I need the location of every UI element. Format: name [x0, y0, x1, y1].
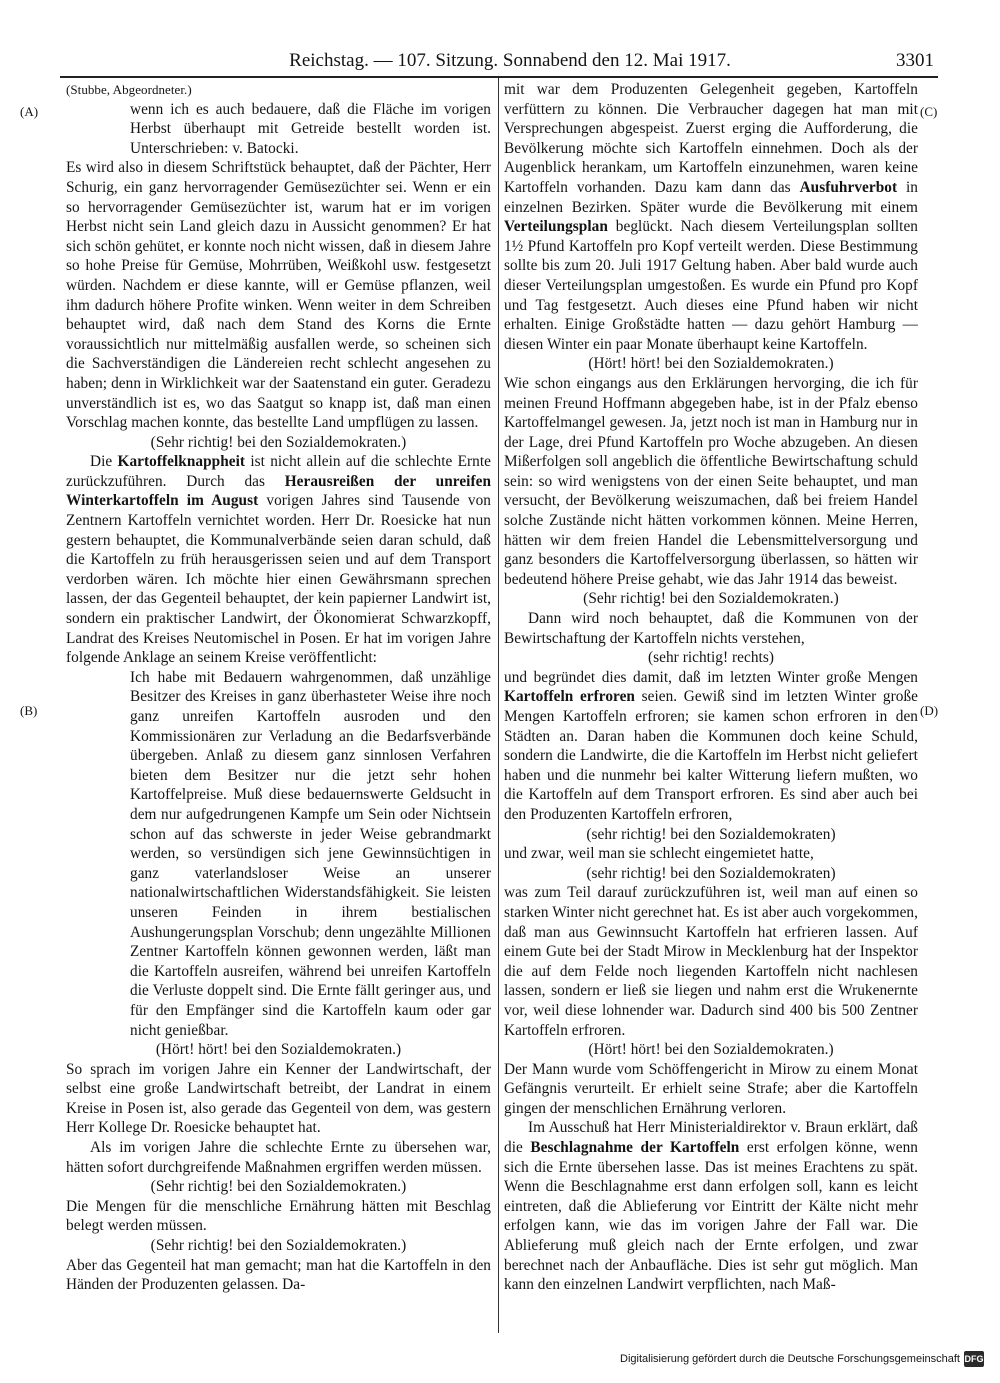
- margin-mark-c: (C): [920, 104, 938, 119]
- text-run: vorigen Jahres sind Tausende von Zentnern Kartoffeln vernichtet worden. Herr Dr. Roesicke hat nun gestern behauptet, die Kommunalverbände seien daran schuld, daß die Kartoffeln zu früh herausgerissen seien und auf dem Transport verdorben wären. Ich möchte hier einen Gewährsmann sprechen lassen, der das Gegenteil behauptet, der kein papierner Landwirt ist, sondern ein praktischer Landwirt, der Ökonomierat Schwarzkopff, Landrat des Kreises Neutomischel in Posen. Er hat im vorigen Jahre folgende Anklage an seinem Kreise veröffentlicht:: [66, 492, 491, 667]
- interjection: (sehr richtig! bei den Sozialdemokraten): [586, 864, 836, 882]
- paragraph: wenn ich es auch bedauere, daß die Fläche im vorigen Herbst überhaupt mit Getreide bestellt worden ist. Unterschrieben: v. Batocki.: [130, 100, 491, 157]
- interjection: (Sehr richtig! bei den Sozialdemokraten.): [150, 433, 407, 451]
- digitization-footer: [620, 1348, 984, 1370]
- paragraph: [504, 80, 918, 354]
- paragraph: Als im vorigen Jahre die schlechte Ernte zu übersehen war, hätten sofort durchgreifende Maßnahmen ergriffen werden müssen.: [66, 1139, 491, 1176]
- paragraph: was zum Teil darauf zurückzuführen ist, weil man auf einen so starken Winter nicht gerechnet hat. Es ist aber auch vorgekommen, daß man aus Gewinnsucht Kartoffeln hat erfrieren lassen. Auf einem Gute bei der Stadt Mirow in Mecklenburg hat der Inspektor die auf dem Felde noch liegenden Kartoffeln nicht nachlesen lassen, sondern er ließ sie liegen und nahm erst die Wrukenernte vor, weil diese lohnender war. Dadurch sind 400 bis 500 Zentner Kartoffeln erfroren.: [504, 884, 918, 1039]
- bold-term: Beschlagnahme der Kartoffeln: [530, 1139, 740, 1157]
- text-run: in einzelnen Bezirken. Später wurde die Bevölkerung mit einem: [504, 178, 919, 216]
- column-divider: [498, 78, 499, 1333]
- page-number: 3301: [896, 50, 934, 71]
- paragraph: Die Mengen für die menschliche Ernährung hätten mit Beschlag belegt werden müssen.: [66, 1197, 491, 1235]
- block-quote: Ich habe mit Bedauern wahrgenommen, daß unzählige Besitzer des Kreises in ganz überhasteter Weise ihre noch ganz unreifen Kartoffeln ausroden und den Kommissionären zur Verladung an die Bedarfsverbände übergeben. Anlaß zu diesem ganz sinnlosen Verfahren bieten dem Besitzer nur die jetzt sehr hohen Kartoffelpreise. Muß diese bedauernswerte Geldsucht in dem nur aufgedrungenen Kampfe um Sein oder Nichtsein schon auf das schwerste in jeder Weise gebrandmarkt werden, so versündigen sich jene Gewinnsüchtigen in ganz vaterlandsloser Weise an unserer nationalwirtschaftlichen Widerstandsfähigkeit. Sie leisten unseren Feinden in ihrem bestialischen Aushungerungsplan Vorschub; denn ungezählte Millionen Zentner Kartoffeln können gewonnen werden, läßt man die Kartoffeln ausreifen, während bei unreifen Kartoffeln die Verluste doppelt sind. Die Ernte fällt geringer aus, und für den Empfänger sind die Kartoffeln kaum oder gar nicht genießbar.: [130, 668, 491, 1039]
- header-rule: [60, 76, 938, 78]
- paragraph: und zwar, weil man sie schlecht eingemietet hatte,: [504, 845, 814, 863]
- paragraph: [66, 452, 491, 668]
- text-run: Im Ausschuß hat Herr Ministerialdirektor v. Braun erklärt, daß die: [504, 1119, 918, 1157]
- footer-credit: Digitalisierung gefördert durch die Deutsche Forschungsgemeinschaft: [620, 1353, 960, 1365]
- margin-mark-d: (D): [920, 703, 939, 718]
- interjection: (Hört! hört! bei den Sozialdemokraten.): [155, 1041, 402, 1059]
- speaker-note: (Stubbe, Abgeordneter.): [66, 82, 192, 97]
- bold-term: Kartoffelknappheit: [117, 453, 246, 471]
- interjection: (Sehr richtig! bei den Sozialdemokraten.): [150, 1178, 407, 1196]
- paragraph: So sprach im vorigen Jahre ein Kenner der Landwirtschaft, der selbst eine große Landwirtschaft betreibt, der Landrat in einem Kreise in Posen ist, also gerade das Gegenteil von dem, was gestern Herr Kollege Dr. Roesicke behauptet hat.: [66, 1060, 491, 1137]
- paragraph: Wie schon eingangs aus den Erklärungen hervorging, die ich für meinen Freund Hoffmann abgegeben habe, ist in der Pfalz ebenso Kartoffelmangel gewesen. Ja, jetzt noch ist man in Hamburg nur in der Lage, drei Pfund Kartoffeln pro Woche abzugeben. An diesen Mißerfolgen soll angeblich die öffentliche Bewirtschaftung schuld sein: so wird wenigstens von der einen Seite behauptet, und man versucht, der Bevölkerung weiszumachen, daß bei freiem Handel solche Zustände nicht hätten vorkommen können. Meine Herren, hätten wir dem freien Handel die Lebensmittelversorgung und ganz besonders die Kartoffelversorgung überlassen, so hätten wir bedeutend höhere Preise gehabt, wie das Jahr 1914 das beweist.: [504, 374, 918, 588]
- interjection: (Hört! hört! bei den Sozialdemokraten.): [588, 1041, 834, 1059]
- bold-term: Ausfuhrverbot: [799, 178, 898, 196]
- right-column: [504, 80, 918, 1295]
- bold-term: Kartoffeln erfroren: [504, 688, 635, 706]
- paragraph: Dann wird noch behauptet, daß die Kommunen von der Bewirtschaftung der Kartoffeln nichts verstehen,: [504, 610, 918, 647]
- text-run: ist nicht allein auf die schlechte Ernte zurückzuführen. Durch das: [66, 453, 491, 490]
- interjection: (sehr richtig! rechts): [648, 649, 774, 667]
- text-run: mit war dem Produzenten Gelegenheit gegeben, Kartoffeln verfüttern zu können. Die Verbraucher dagegen hat man mit Versprechungen abgespeist. Zuerst erging die Aufforderung, die Bevölkerung möchte sich Kartoffeln einnehmen. Doch als der Augenblick herankam, um Kartoffeln einzunehmen, waren keine Kartoffeln vorhanden. Dazu kam dann das: [504, 81, 918, 196]
- running-title: Reichstag. — 107. Sitzung. Sonnabend den 12. Mai 1917.: [289, 50, 731, 71]
- paragraph: Der Mann wurde vom Schöffengericht in Mirow zu einem Monat Gefängnis verurteilt. Er erhielt seine Strafe; aber die Kartoffeln gingen der menschlichen Ernährung verloren.: [504, 1060, 918, 1117]
- paragraph: [504, 668, 918, 825]
- paragraph: Es wird also in diesem Schriftstück behauptet, daß der Pächter, Herr Schurig, ein ganz hervorragender Gemüsezüchter sei. Wenn er ein so hervorragender Gemüsezüchter ist, warum hat er im vorigen Herbst nicht sein Land gleich dazu in Aussicht genommen? Er hat sich schön gehütet, er konnte noch nicht wissen, daß in diesem Jahre so hohe Preise für Gemüse, Mohrrüben, Weißkohl usw. festgesetzt würden. Nachdem er diese kannte, will er Gemüse pflanzen, weil ihm dadurch höhere Profite winken. Wenn weiter in dem Schreiben behauptet wird, daß nach dem Stand des Korns die Ernte voraussichtlich nur mittelmäßig ausfallen werde, so scheinen sich die Sachverständigen die Ländereien recht schlecht angesehen zu haben; denn in Wirklichkeit war der Saatenstand ein guter. Geradezu unverständlich ist es, wo das Saatgut so knapp ist, daß man einen Vorschlag machen konnte, das bestellte Land umpflügen zu lassen.: [66, 159, 491, 432]
- margin-mark-a: (A): [20, 104, 39, 119]
- text-run: beglückt. Nach diesem Verteilungsplan sollten 1½ Pfund Kartoffeln pro Kopf verteilt werden. Diese Bestimmung sollte bis zum 20. Juli 1917 Geltung haben. Aber bald wurde auch dieser Verteilungsplan umgestoßen. Es wurde ein Pfund pro Kopf und Tag festgesetzt. Auch dieses eine Pfund haben wir nicht erhalten. Einige Großstädte hatten — dazu gehört Hamburg — diesen Winter ein paar Monate überhaupt keine Kartoffeln.: [504, 218, 918, 353]
- margin-mark-b: (B): [20, 703, 38, 718]
- text-run: und begründet dies damit, daß im letzten Winter große Mengen: [504, 668, 918, 686]
- running-header: [60, 48, 938, 74]
- text-run: Die: [90, 453, 118, 471]
- dfg-logo: DFG: [964, 1351, 984, 1367]
- bold-term: Verteilungsplan: [504, 218, 608, 236]
- paragraph: Aber das Gegenteil hat man gemacht; man hat die Kartoffeln in den Händen der Produzenten gelassen. Da-: [66, 1256, 491, 1294]
- text-run: seien. Gewiß sind im letzten Winter große Mengen Kartoffeln erfroren; sie kamen schon erfroren in den Städten an. Daran haben die Kommunen doch keine Schuld, sondern die Landwirte, die die Kartoffeln im Herbst nicht geliefert haben und die nunmehr bei kalter Witterung liefern mußten, wo die Kartoffeln auf dem Transport erfroren. Es sind aber auch bei den Produzenten Kartoffeln erfroren,: [504, 688, 919, 823]
- interjection: (sehr richtig! bei den Sozialdemokraten): [586, 825, 836, 843]
- paragraph: [504, 1118, 918, 1294]
- interjection: (Sehr richtig! bei den Sozialdemokraten.): [150, 1237, 407, 1255]
- interjection: (Sehr richtig! bei den Sozialdemokraten.): [583, 590, 839, 608]
- bold-term: Herausreißen der unreifen Winterkartoffeln im August: [66, 472, 492, 510]
- text-run: erst erfolgen könne, wenn sich die Ernte übersehen lasse. Das ist meines Erachtens zu spät. Wenn die Beschlagnahme erst dann erfolgen soll, kann es leicht eintreten, daß die Ablieferung vor Eintritt der Kälte nicht mehr erfolgen kann, wie das im vorigen Jahre der Fall war. Die Ablieferung muß gleich nach der Ernte erfolgen, und zwar berechnet nach der Anbaufläche. Dies ist sehr gut möglich. Man kann den einzelnen Landwirt verpflichten, nach Maß-: [504, 1139, 918, 1294]
- interjection: (Hört! hört! bei den Sozialdemokraten.): [588, 355, 834, 373]
- left-column: [66, 80, 491, 1295]
